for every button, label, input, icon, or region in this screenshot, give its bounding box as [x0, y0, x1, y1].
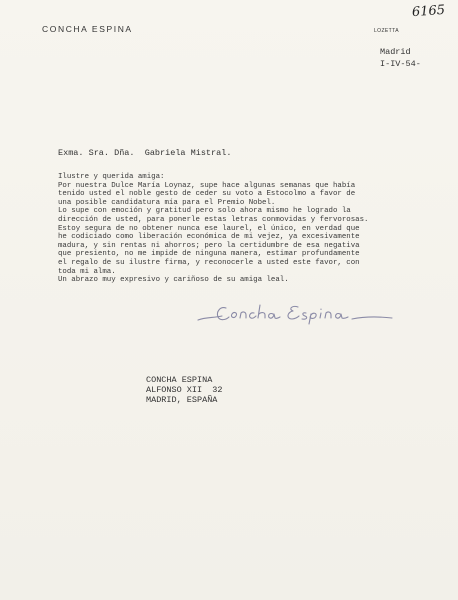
body-line: dirección de usted, para ponerle estas letras conmovidas y fervorosas. — [58, 215, 369, 224]
body-line: Un abrazo muy expresivo y cariñoso de su amiga leal. — [58, 276, 289, 285]
body-line: Lo supe con emoción y gratitud pero solo ahora mismo he logrado la — [58, 207, 351, 216]
sender-line: ALFONSO XII 32 — [146, 385, 223, 396]
body-line: Ilustre y querida amiga: — [58, 173, 165, 181]
handwritten-signature — [196, 300, 396, 326]
body-line: una posible candidatura mía para el Premio Nobel. — [58, 198, 276, 207]
place: Madrid — [380, 47, 411, 57]
sender-line: MADRID, ESPAÑA — [146, 395, 218, 406]
body-line: he codiciado como liberación económica de mi vejez, ya excesivamente — [58, 233, 360, 242]
body-line: Por nuestra Dulce María Loynaz, supe hace algunas semanas que había — [58, 181, 356, 190]
archive-number: 6165 — [411, 2, 446, 21]
body-line: que presiento, no me impide de ninguna manera, estimar profundamente — [58, 250, 360, 259]
letterhead-name: CONCHA ESPINA — [42, 24, 133, 34]
corner-stamp: LOZETTA — [374, 28, 399, 34]
letter-body — [58, 173, 438, 285]
body-line: madura, y sin rentas ni ahorros; pero la certidumbre de esa negativa — [58, 241, 360, 250]
sender-address — [146, 375, 223, 406]
place-date — [380, 46, 421, 70]
body-line: el regalo de su ilustre firma, y reconocerle a usted este favor, con — [58, 258, 360, 267]
body-line: toda mi alma. — [58, 267, 116, 276]
body-line: Estoy segura de no obtener nunca ese laurel, el único, en verdad que — [58, 224, 360, 233]
date: I-IV-54- — [380, 59, 421, 69]
recipient-line: Exma. Sra. Dña. Gabriela Mistral. — [58, 148, 232, 158]
body-line: tenido usted el noble gesto de ceder su voto a Estocolmo a favor de — [58, 190, 356, 199]
sender-line: CONCHA ESPINA — [146, 375, 213, 385]
